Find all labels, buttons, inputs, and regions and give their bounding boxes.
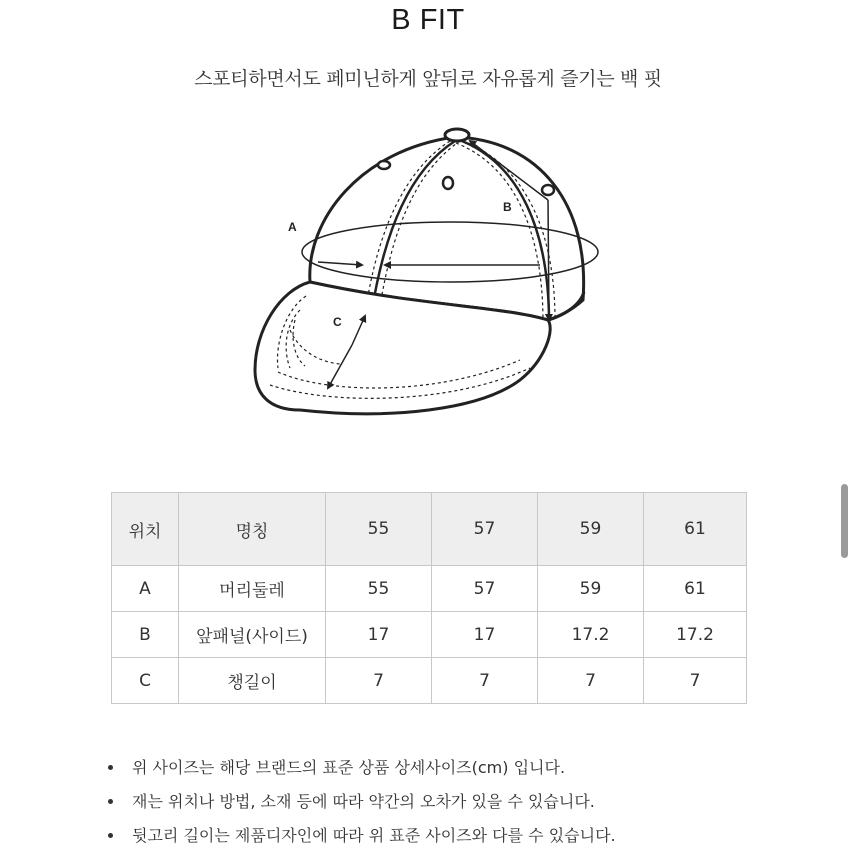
cell-value: 7 (432, 658, 538, 704)
notes-list (106, 755, 826, 857)
cell-value: 61 (644, 566, 747, 612)
size-table (111, 492, 747, 704)
label-c: C (333, 315, 342, 329)
header-size-55: 55 (326, 493, 432, 566)
table-header-row (112, 493, 747, 566)
cell-position: B (112, 612, 179, 658)
header-size-61: 61 (644, 493, 747, 566)
header-size-59: 59 (538, 493, 644, 566)
header-name: 명칭 (179, 493, 326, 566)
page-title: B FIT (391, 4, 465, 36)
header-position: 위치 (112, 493, 179, 566)
bullet-icon (108, 799, 113, 804)
header-size-57: 57 (432, 493, 538, 566)
table-row (112, 566, 747, 612)
cell-value: 17.2 (538, 612, 644, 658)
table-row (112, 612, 747, 658)
cell-value: 59 (538, 566, 644, 612)
note-text: 위 사이즈는 해당 브랜드의 표준 상품 상세사이즈(cm) 입니다. (132, 758, 566, 777)
cell-value: 7 (326, 658, 432, 704)
cell-value: 17 (326, 612, 432, 658)
label-a: A (288, 220, 297, 234)
table-row (112, 658, 747, 704)
cell-name: 앞패널(사이드) (179, 612, 326, 658)
cell-value: 7 (538, 658, 644, 704)
cell-value: 17.2 (644, 612, 747, 658)
cap-button (445, 129, 469, 141)
page-subtitle: 스포티하면서도 페미닌하게 앞뒤로 자유롭게 즐기는 백 핏 (194, 68, 662, 90)
cell-value: 7 (644, 658, 747, 704)
note-text: 재는 위치나 방법, 소재 등에 따라 약간의 오차가 있을 수 있습니다. (132, 792, 595, 811)
eyelet-right (542, 185, 554, 195)
list-item (106, 789, 826, 823)
cell-position: A (112, 566, 179, 612)
label-b: B (503, 200, 512, 214)
cell-name: 챙길이 (179, 658, 326, 704)
eyelet-left (378, 161, 390, 169)
cell-value: 17 (432, 612, 538, 658)
cell-value: 55 (326, 566, 432, 612)
cell-position: C (112, 658, 179, 704)
bullet-icon (108, 833, 113, 838)
cell-value: 57 (432, 566, 538, 612)
scrollbar-thumb[interactable] (841, 484, 848, 558)
eyelet-center (443, 177, 453, 189)
cap-measurement-diagram (0, 110, 856, 440)
note-text: 뒷고리 길이는 제품디자인에 따라 위 표준 사이즈와 다를 수 있습니다. (132, 826, 616, 845)
list-item (106, 755, 826, 789)
list-item (106, 823, 826, 857)
bullet-icon (108, 765, 113, 770)
cell-name: 머리둘레 (179, 566, 326, 612)
